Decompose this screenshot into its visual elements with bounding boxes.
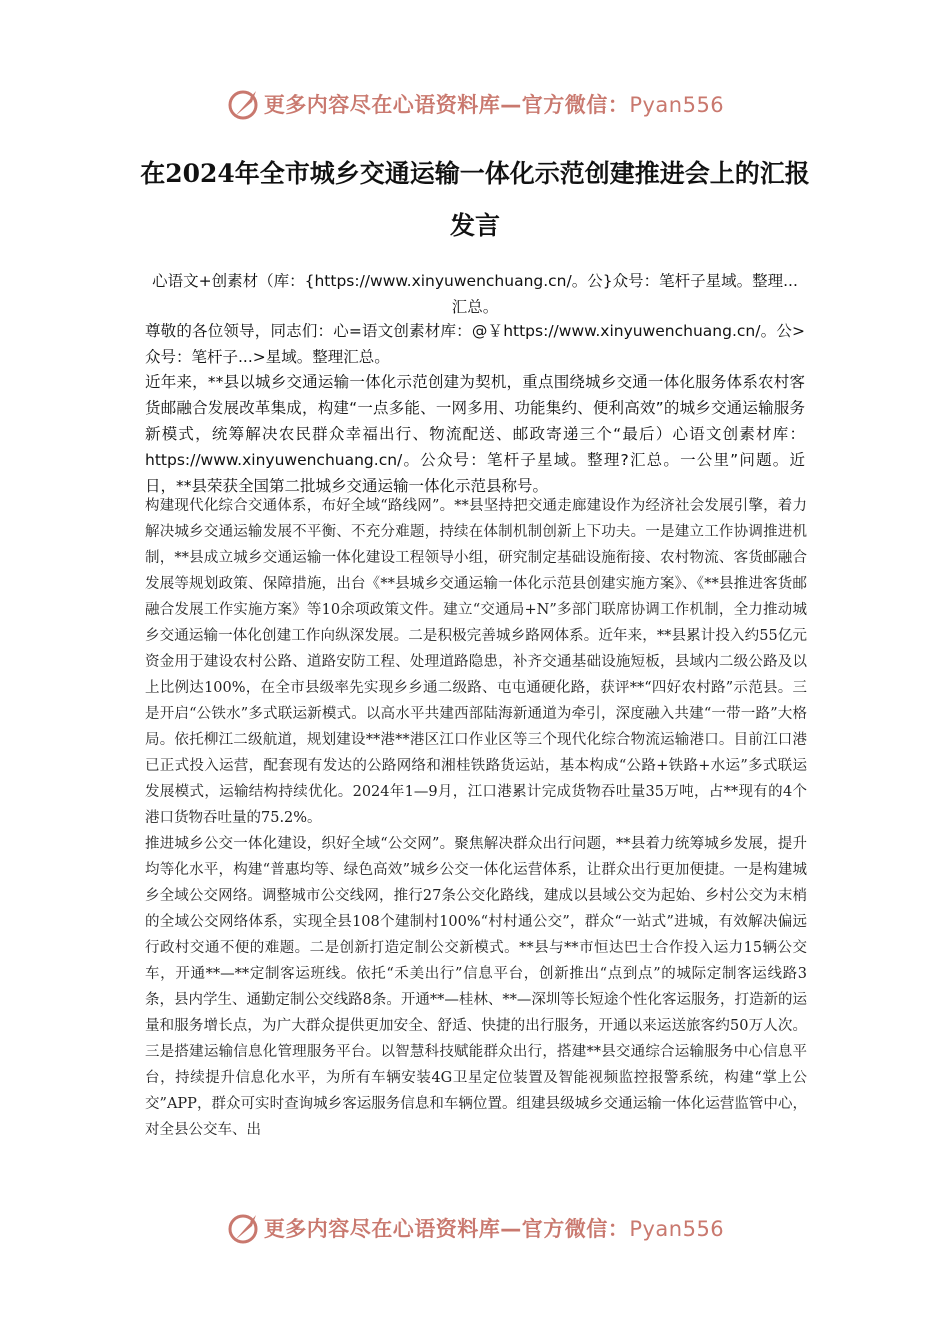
quill-logo-icon [226,1210,262,1246]
source-line: 心语文+创素材（库：{https://www.xinyuwenchuang.cn/。公}众号：笔杆子星域。整理...汇总。 [152,272,798,316]
body-paragraph-2: 推进城乡公交一体化建设，织好全域“公交网”。聚焦解决群众出行问题，**县着力统筹城乡发展，提升均等化水平，构建“普惠均等、绿色高效”城乡公交一体化运营体系，让群众出行更加便捷。一是构建城乡全域公交网络。调整城市公交线网，推行27条公交化路线，建成以县域公交为起始、乡村公交为末梢的全域公交网络体系，实现全县108个建制村100%“村村通公交”，群众“一站式”进城，有效解决偏远行政村交通不便的难题。二是创新打造定制公交新模式。**县与**市恒达巴士合作投入运力15辆公交车，开通**—**定制客运班线。依托“禾美出行”信息平台，创新推出“点到点”的城际定制客运线路3条，县内学生、通勤定制公交线路8条。开通**—桂林、**—深圳等长短途个性化客运服务，打造新的运量和服务增长点，为广大群众提供更加安全、舒适、快捷的出行服务，开通以来运送旅客约50万人次。三是搭建运输信息化管理服务平台。以智慧科技赋能群众出行，搭建**县交通综合运输服务中心信息平台，持续提升信息化水平，为所有车辆安装4G卫星定位装置及智能视频监控报警系统，构建“掌上公交”APP，群众可实时查询城乡客运服务信息和车辆位置。组建县级城乡交通运输一体化运营监管中心，对全县公交车、出 [145,836,807,1138]
body-text [145,493,807,1143]
wechat-id: Pyan556 [629,93,725,117]
footer-banner [0,1206,950,1250]
wechat-id: Pyan556 [629,1217,725,1241]
body-paragraph-1: 构建现代化综合交通体系，布好全域“路线网”。**县坚持把交通走廊建设作为经济社会发展引擎，着力解决城乡交通运输发展不平衡、不充分难题，持续在体制机制创新上下功夫。一是建立工作协调推进机制，**县成立城乡交通运输一体化建设工程领导小组，研究制定基础设施衔接、农村物流、客货邮融合发展等规划政策、保障措施，出台《**县城乡交通运输一体化示范县创建实施方案》、《**县推进客货邮融合发展工作实施方案》等10余项政策文件。建立“交通局+N”多部门联席协调工作机制，全力推动城乡交通运输一体化创建工作向纵深发展。二是积极完善城乡路网体系。近年来，**县累计投入约55亿元资金用于建设农村公路、道路安防工程、处理道路隐患，补齐交通基础设施短板，县域内二级公路及以上比例达100%，在全市县级率先实现乡乡通二级路、屯屯通硬化路，获评**“四好农村路”示范县。三是开启“公铁水”多式联运新模式。以高水平共建西部陆海新通道为牵引，深度融入共建“一带一路”大格局。依托柳江二级航道，规划建设**港**港区江口作业区等三个现代化综合物流运输港口。目前江口港已正式投入运营，配套现有发达的公路网络和湘桂铁路货运站，基本构成“公路+铁路+水运”多式联运发展模式，运输结构持续优化。2024年1—9月，江口港累计完成货物吞吐量35万吨，占**现有的4个港口货物吞吐量的75.2%。 [145,498,807,826]
header-banner [0,82,950,126]
quill-logo-icon [226,86,262,122]
page-title: 在2024年全市城乡交通运输一体化示范创建推进会上的汇报发言 [140,159,810,240]
salutation: 尊敬的各位领导，同志们：心=语文创素材库：@￥https://www.xinyuwenchuang.cn/。公>众号：笔杆子...>星域。整理汇总。 [145,322,805,366]
banner-text: 更多内容尽在心语资料库—官方微信：Pyan556 [263,1217,725,1241]
banner-text: 更多内容尽在心语资料库—官方微信：Pyan556 [263,93,725,117]
intro-paragraph: 近年来，**县以城乡交通运输一体化示范创建为契机，重点围绕城乡交通一体化服务体系农村客货邮融合发展改革集成，构建“一点多能、一网多用、功能集约、便利高效”的城乡交通运输服务新模式，统筹解决农民群众幸福出行、物流配送、邮政寄递三个“最后）心语文创素材库：https://www.xinyuwenchuang.cn/。公众号：笔杆子星域。整理?汇总。一公里”问题。近日，**县荣获全国第二批城乡交通运输一体化示范县称号。 [145,373,805,495]
